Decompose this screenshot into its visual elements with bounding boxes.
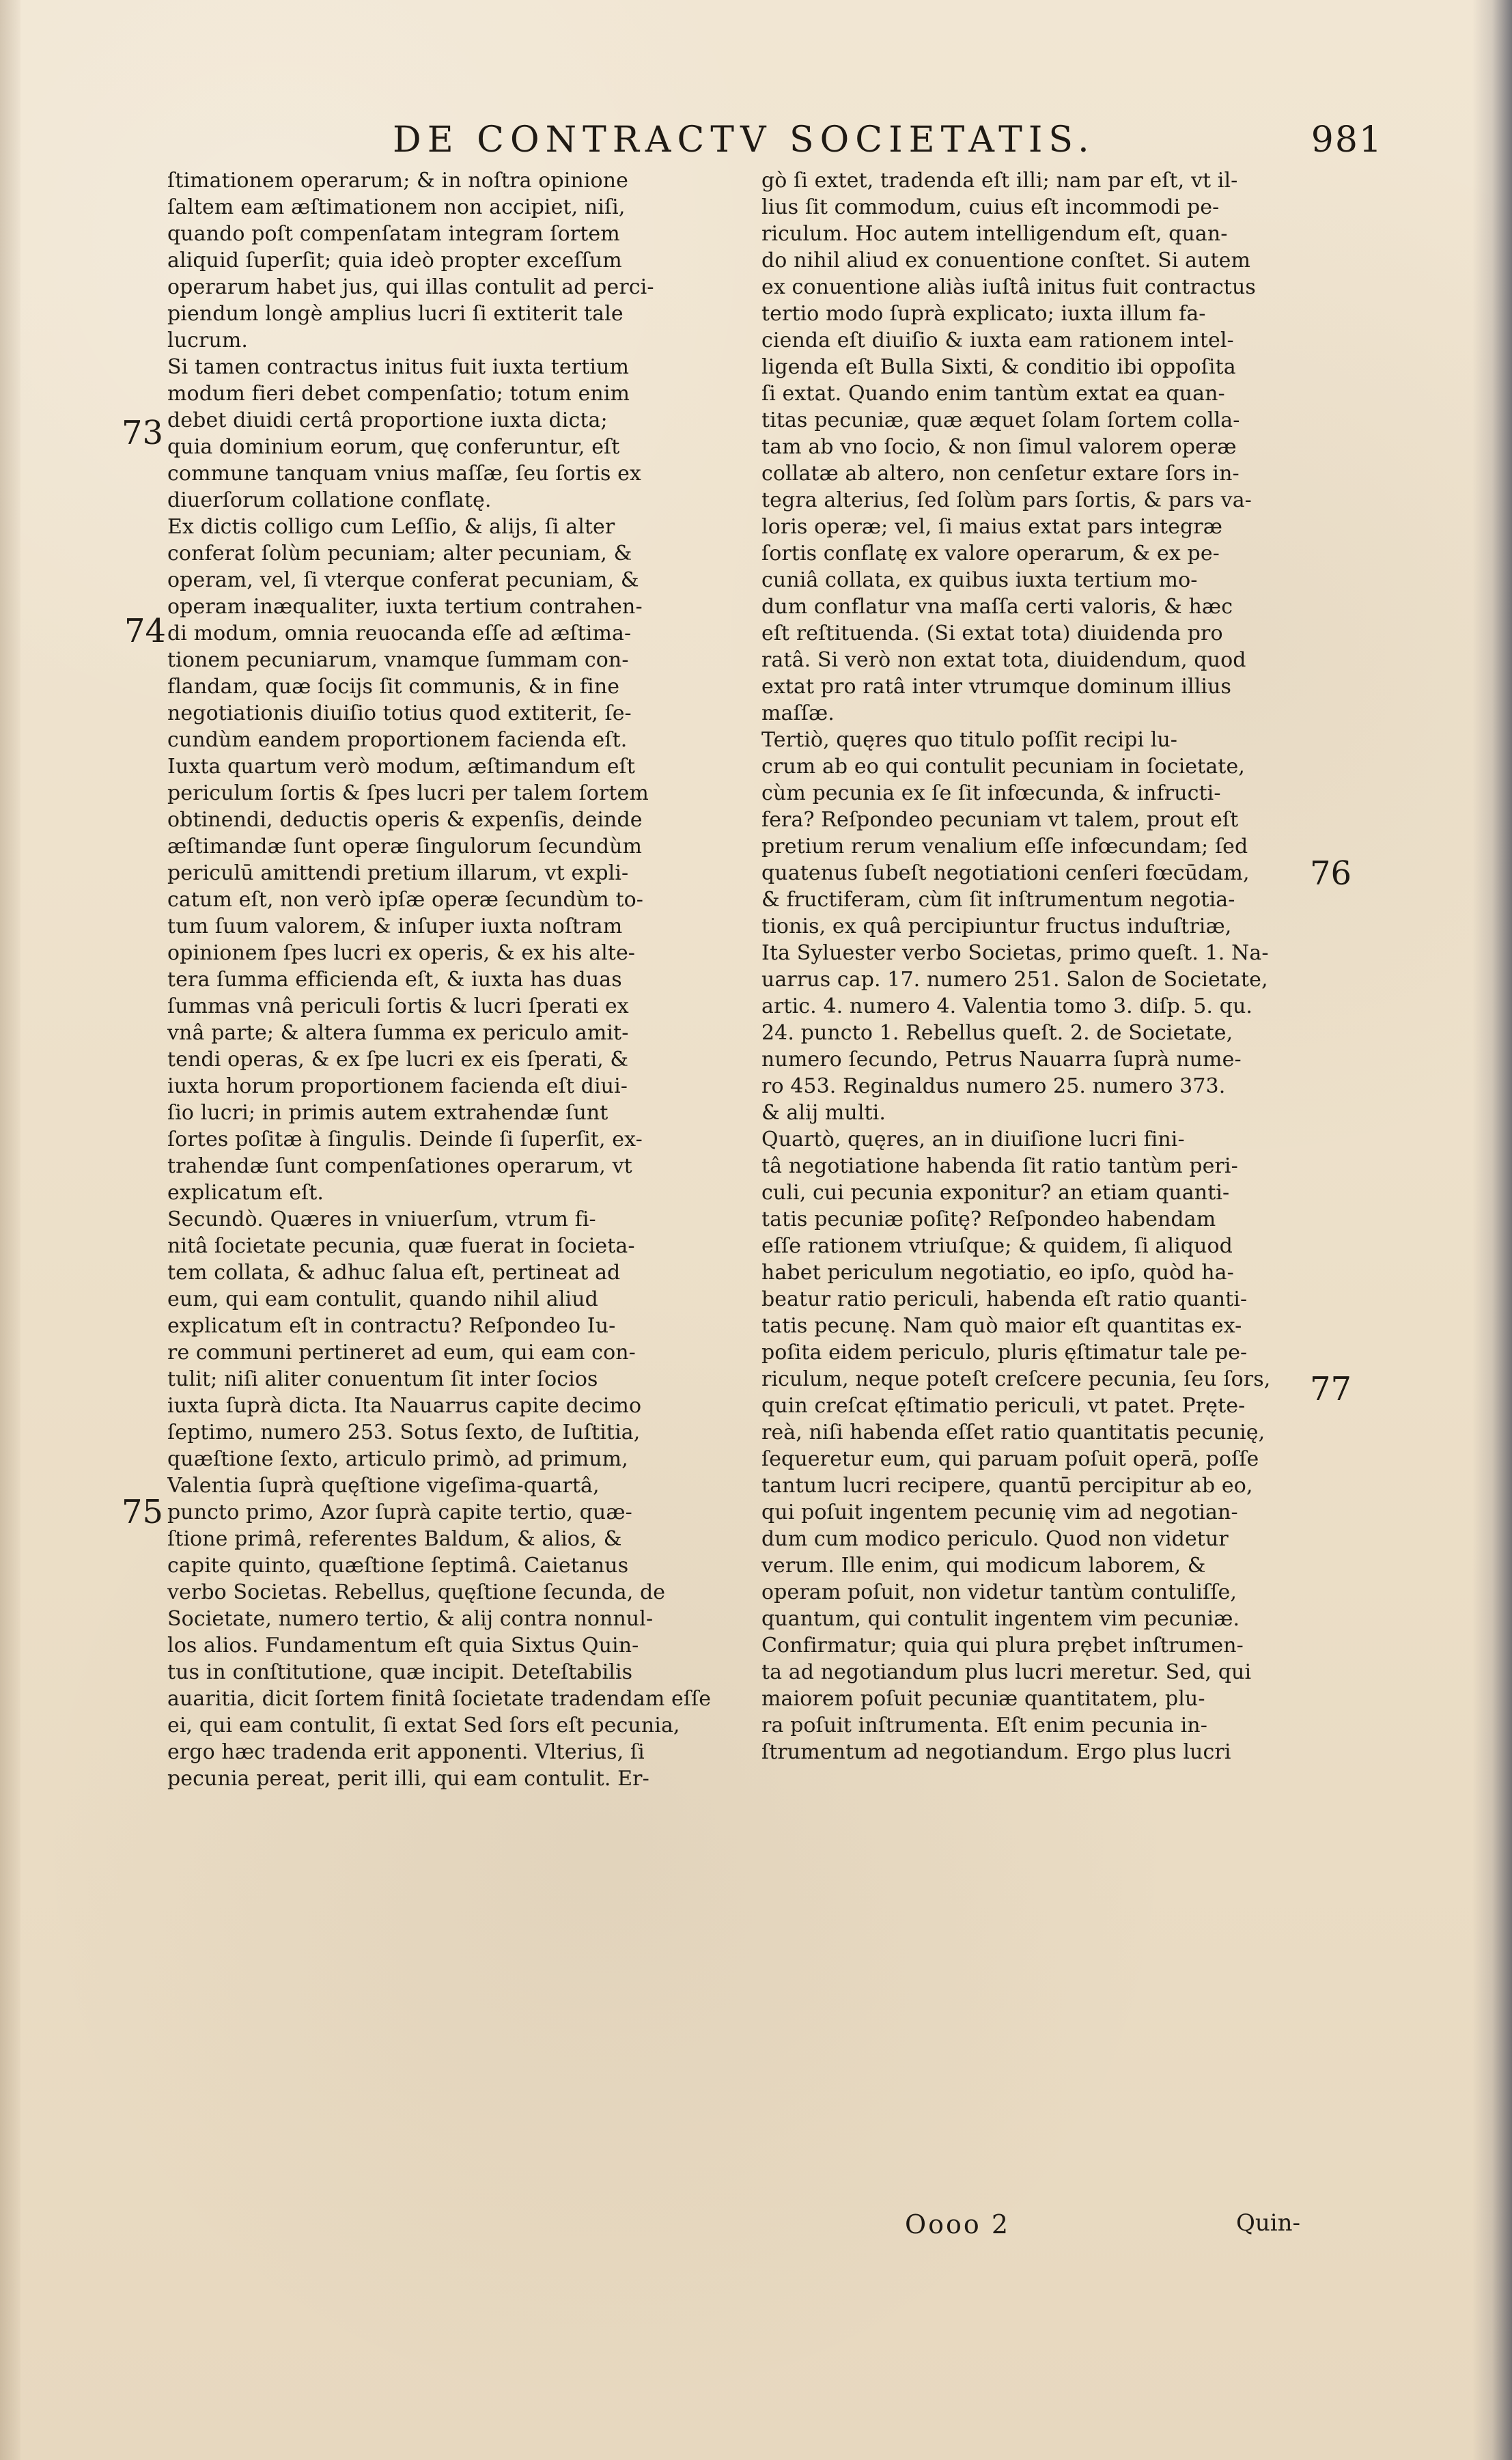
left-line-42: tem collata, & adhuc ſalua eſt, pertineat ad bbox=[167, 1261, 621, 1285]
right-line-47: quin creſcat ęſtimatio periculi, vt patet. Pręte- bbox=[761, 1394, 1246, 1418]
left-line-50: Valentia ſuprà quęſtione vigeſima-quartâ, bbox=[167, 1474, 600, 1498]
left-line-14: Ex dictis colligo cum Leſſio, & alijs, ſi alter bbox=[167, 515, 615, 539]
right-line-17: dum conflatur vna maſſa certi valoris, & hæc bbox=[761, 595, 1233, 619]
catchword: Quin- bbox=[1236, 2209, 1301, 2237]
right-line-20: extat pro ratâ inter vtrumque dominum illius bbox=[761, 675, 1232, 699]
right-line-21: maſſæ. bbox=[761, 701, 835, 725]
right-line-26: pretium rerum venalium eſſe infœcundam; ſed bbox=[761, 835, 1248, 858]
right-line-25: fera? Reſpondeo pecuniam vt talem, prout eſt bbox=[761, 808, 1239, 832]
left-line-44: explicatum eſt in contractu? Reſpondeo Iu- bbox=[167, 1314, 616, 1338]
left-line-35: iuxta horum proportionem facienda eſt diui- bbox=[167, 1074, 628, 1098]
right-line-40: tatis pecuniæ poſitę? Reſpondeo habendam bbox=[761, 1207, 1216, 1231]
right-line-14: loris operæ; vel, ſi maius extat pars integræ bbox=[761, 515, 1223, 539]
right-line-6: tertio modo ſuprà explicato; iuxta illum fa- bbox=[761, 302, 1206, 326]
left-line-1: ſtimationem operarum; & in noſtra opinione bbox=[167, 169, 628, 193]
right-line-27: quatenus ſubeſt negotiationi cenſeri fœcūdam, bbox=[761, 861, 1250, 885]
left-line-39: explicatum eſt. bbox=[167, 1181, 324, 1205]
right-line-44: tatis pecunę. Nam quò maior eſt quantitas ex- bbox=[761, 1314, 1242, 1338]
right-line-1: gò ſi extet, tradenda eſt illi; nam par eſt, vt il- bbox=[761, 169, 1238, 193]
left-line-58: auaritia, dicit ſortem finitâ ſocietate tradendam eſſe bbox=[167, 1687, 712, 1711]
left-line-11: quia dominium eorum, quę conferuntur, eſt bbox=[167, 435, 620, 459]
left-line-26: æſtimandæ ſunt operæ ſingulorum ſecundùm bbox=[167, 835, 643, 858]
right-line-48: reà, niſi habenda eſſet ratio quantitatis pecunię, bbox=[761, 1421, 1265, 1444]
left-line-33: vnâ parte; & altera ſumma ex periculo amit- bbox=[167, 1021, 629, 1045]
left-line-27: periculū amittendi pretium illarum, vt expli- bbox=[167, 861, 629, 885]
right-line-58: maiorem poſuit pecuniæ quantitatem, plu- bbox=[761, 1687, 1205, 1711]
margin-number-73: 73 bbox=[122, 414, 164, 452]
right-line-23: crum ab eo qui contulit pecuniam in ſocietate, bbox=[761, 755, 1245, 779]
left-line-30: opinionem ſpes lucri ex operis, & ex his alte- bbox=[167, 941, 636, 965]
left-line-4: aliquid ſuperſit; quia ideò propter exceſſum bbox=[167, 249, 622, 272]
left-line-15: conferat ſolùm pecuniam; alter pecuniam, & bbox=[167, 542, 632, 565]
right-line-53: verum. Ille enim, qui modicum laborem, & bbox=[761, 1554, 1206, 1578]
left-line-16: operam, vel, ſi vterque conferat pecuniam, & bbox=[167, 568, 639, 592]
left-line-34: tendi operas, & ex ſpe lucri ex eis ſperati, & bbox=[167, 1048, 629, 1072]
right-line-15: ſortis conflatę ex valore operarum, & ex pe- bbox=[761, 542, 1220, 565]
right-line-52: dum cum modico periculo. Quod non videtur bbox=[761, 1527, 1229, 1551]
left-line-45: re communi pertineret ad eum, qui eam con- bbox=[167, 1341, 636, 1365]
left-line-13: diuerſorum collatione conflatę. bbox=[167, 488, 492, 512]
left-line-49: quæſtione ſexto, articulo primò, ad primum, bbox=[167, 1447, 628, 1471]
left-line-7: lucrum. bbox=[167, 329, 249, 352]
right-line-46: riculum, neque poteſt creſcere pecunia, ſeu ſors, bbox=[761, 1367, 1271, 1391]
left-line-61: pecunia pereat, perit illi, qui eam contulit. Er- bbox=[167, 1767, 649, 1791]
page-number: 981 bbox=[1311, 120, 1383, 160]
right-line-4: do nihil aliud ex conuentione conſtet. Si autem bbox=[761, 249, 1251, 272]
right-line-37: Quartò, quęres, an in diuiſione lucri fini- bbox=[761, 1128, 1185, 1151]
left-line-55: Societate, numero tertio, & alij contra nonnul- bbox=[167, 1607, 654, 1631]
left-line-17: operam inæqualiter, iuxta tertium contrahen- bbox=[167, 595, 643, 619]
right-line-54: operam poſuit, non videtur tantùm contuliſſe, bbox=[761, 1580, 1237, 1604]
left-line-47: iuxta ſuprà dicta. Ita Nauarrus capite decimo bbox=[167, 1394, 642, 1418]
left-line-9: modum fieri debet compenſatio; totum enim bbox=[167, 382, 630, 406]
left-line-57: tus in conſtitutione, quæ incipit. Deteſtabilis bbox=[167, 1660, 633, 1684]
left-line-25: obtinendi, deductis operis & expenſis, deinde bbox=[167, 808, 643, 832]
page-header bbox=[393, 116, 1383, 164]
right-line-42: habet periculum negotiatio, eo ipſo, quòd ha- bbox=[761, 1261, 1234, 1285]
left-line-19: tionem pecuniarum, vnamque ſummam con- bbox=[167, 648, 629, 672]
margin-number-75: 75 bbox=[122, 1493, 164, 1531]
right-line-33: 24. puncto 1. Rebellus queſt. 2. de Societate, bbox=[761, 1021, 1233, 1045]
right-line-13: tegra alterius, ſed ſolùm pars ſortis, & pars va- bbox=[761, 488, 1252, 512]
left-line-5: operarum habet jus, qui illas contulit ad perci- bbox=[167, 275, 654, 299]
right-line-16: cuniâ collata, ex quibus iuxta tertium mo- bbox=[761, 568, 1198, 592]
left-line-10: debet diuidi certâ proportione iuxta dicta; bbox=[167, 408, 608, 432]
right-line-45: poſita eidem periculo, pluris ęſtimatur tale pe- bbox=[761, 1341, 1248, 1365]
right-line-28: & fructiferam, cùm ſit inſtrumentum negotia- bbox=[761, 888, 1235, 912]
left-line-56: los alios. Fundamentum eſt quia Sixtus Quin- bbox=[167, 1634, 639, 1658]
left-line-29: tum ſuum valorem, & inſuper iuxta noſtram bbox=[167, 914, 623, 938]
left-line-24: periculum ſortis & ſpes lucri per talem ſortem bbox=[167, 781, 649, 805]
right-line-35: ro 453. Reginaldus numero 25. numero 373. bbox=[761, 1074, 1226, 1098]
left-line-53: capite quinto, quæſtione ſeptimâ. Caietanus bbox=[167, 1554, 629, 1578]
right-line-49: ſequeretur eum, qui paruam poſuit operā, poſſe bbox=[761, 1447, 1259, 1471]
left-line-28: catum eſt, non verò ipſæ operæ ſecundùm to- bbox=[167, 888, 644, 912]
right-line-30: Ita Syluester verbo Societas, primo queſt. 1. Na- bbox=[761, 941, 1269, 965]
right-line-34: numero ſecundo, Petrus Nauarra ſuprà nume- bbox=[761, 1048, 1242, 1072]
left-line-21: negotiationis diuiſio totius quod extiterit, ſe- bbox=[167, 701, 632, 725]
right-line-12: collatæ ab altero, non cenſetur extare ſors in- bbox=[761, 462, 1240, 486]
signature-mark: Oooo 2 bbox=[905, 2209, 1011, 2239]
left-line-6: piendum longè amplius lucri ſi extiterit tale bbox=[167, 302, 624, 326]
left-line-31: tera ſumma efficienda eſt, & iuxta has duas bbox=[167, 968, 622, 992]
right-line-39: culi, cui pecunia exponitur? an etiam quanti- bbox=[761, 1181, 1230, 1205]
right-line-8: ligenda eſt Bulla Sixti, & conditio ibi oppoſita bbox=[761, 355, 1236, 379]
left-line-43: eum, qui eam contulit, quando nihil aliud bbox=[167, 1287, 598, 1311]
right-line-59: ra poſuit inſtrumenta. Eſt enim pecunia in- bbox=[761, 1714, 1207, 1737]
running-title: DE CONTRACTV SOCIETATIS. bbox=[393, 120, 1095, 160]
right-line-38: tâ negotiatione habenda ſit ratio tantùm peri- bbox=[761, 1154, 1238, 1178]
left-line-37: ſortes poſitæ à ſingulis. Deinde ſi ſuperſit, ex- bbox=[167, 1128, 643, 1151]
left-line-52: ſtione primâ, referentes Baldum, & alios, & bbox=[167, 1527, 622, 1551]
left-line-23: Iuxta quartum verò modum, æſtimandum eſt bbox=[167, 755, 635, 779]
left-line-2: ſaltem eam æſtimationem non accipiet, niſi, bbox=[167, 195, 626, 219]
left-line-60: ergo hæc tradenda erit apponenti. Vlterius, ſi bbox=[167, 1740, 645, 1764]
right-line-11: tam ab vno ſocio, & non ſimul valorem operæ bbox=[761, 435, 1237, 459]
margin-number-77: 77 bbox=[1310, 1370, 1352, 1408]
right-column bbox=[761, 167, 1325, 2264]
right-line-7: cienda eſt diuiſio & iuxta eam rationem intel- bbox=[761, 329, 1234, 352]
left-line-48: ſeptimo, numero 253. Sotus ſexto, de Iuſtitia, bbox=[167, 1421, 641, 1444]
left-line-8: Si tamen contractus initus fuit iuxta tertium bbox=[167, 355, 630, 379]
left-line-40: Secundò. Quæres in vniuerſum, vtrum fi- bbox=[167, 1207, 596, 1231]
right-line-55: quantum, qui contulit ingentem vim pecuniæ. bbox=[761, 1607, 1240, 1631]
right-line-22: Tertiò, quęres quo titulo poſſit recipi lu- bbox=[761, 728, 1178, 752]
page-right-edge bbox=[1472, 0, 1512, 2460]
left-line-38: trahendæ ſunt compenſationes operarum, vt bbox=[167, 1154, 632, 1178]
left-line-46: tulit; niſi aliter conuentum ſit inter ſocios bbox=[167, 1367, 598, 1391]
right-line-50: tantum lucri recipere, quantū percipitur ab eo, bbox=[761, 1474, 1253, 1498]
right-line-19: ratâ. Si verò non extat tota, diuidendum, quod bbox=[761, 648, 1246, 672]
right-line-56: Confirmatur; quia qui plura prębet inſtrumen- bbox=[761, 1634, 1244, 1658]
left-line-36: ſio lucri; in primis autem extrahendæ ſunt bbox=[167, 1101, 608, 1125]
left-line-59: ei, qui eam contulit, ſi extat Sed ſors eſt pecunia, bbox=[167, 1714, 680, 1737]
left-line-51: puncto primo, Azor ſuprà capite tertio, quæ- bbox=[167, 1500, 632, 1524]
right-line-5: ex conuentione aliàs iuſtâ initus fuit contractus bbox=[761, 275, 1256, 299]
left-line-18: di modum, omnia reuocanda eſſe ad æſtima- bbox=[167, 621, 632, 645]
right-line-60: ſtrumentum ad negotiandum. Ergo plus lucri bbox=[761, 1740, 1231, 1764]
margin-number-74: 74 bbox=[124, 612, 167, 650]
left-line-20: flandam, quæ ſocijs ſit communis, & in fine bbox=[167, 675, 620, 699]
right-line-3: riculum. Hoc autem intelligendum eſt, quan- bbox=[761, 222, 1228, 246]
right-line-36: & alij multi. bbox=[761, 1101, 886, 1125]
right-line-29: tionis, ex quâ percipiuntur fructus induſtriæ, bbox=[761, 914, 1232, 938]
right-line-24: cùm pecunia ex ſe ſit infœcunda, & infructi- bbox=[761, 781, 1221, 805]
right-line-2: lius ſit commodum, cuius eſt incommodi pe- bbox=[761, 195, 1220, 219]
left-line-12: commune tanquam vnius maſſæ, ſeu ſortis ex bbox=[167, 462, 641, 486]
left-line-22: cundùm eandem proportionem facienda eſt. bbox=[167, 728, 628, 752]
left-line-41: nitâ ſocietate pecunia, quæ fuerat in ſocieta- bbox=[167, 1234, 635, 1258]
left-line-3: quando poſt compenſatam integram ſortem bbox=[167, 222, 620, 246]
right-line-9: ſi extat. Quando enim tantùm extat ea quan- bbox=[761, 382, 1225, 406]
right-line-32: artic. 4. numero 4. Valentia tomo 3. diſp. 5. qu. bbox=[761, 994, 1253, 1018]
right-line-41: eſſe rationem vtriuſque; & quidem, ſi aliquod bbox=[761, 1234, 1233, 1258]
right-line-10: titas pecuniæ, quæ æquet ſolam ſortem colla- bbox=[761, 408, 1240, 432]
left-line-32: ſummas vnâ periculi ſortis & lucri ſperati ex bbox=[167, 994, 629, 1018]
right-line-31: uarrus cap. 17. numero 251. Salon de Societate, bbox=[761, 968, 1268, 992]
right-line-57: ta ad negotiandum plus lucri meretur. Sed, qui bbox=[761, 1660, 1252, 1684]
margin-number-76: 76 bbox=[1310, 854, 1352, 893]
right-line-43: beatur ratio periculi, habenda eſt ratio quanti- bbox=[761, 1287, 1248, 1311]
page-left-edge bbox=[0, 0, 20, 2460]
right-line-51: qui poſuit ingentem pecunię vim ad negotian- bbox=[761, 1500, 1238, 1524]
right-line-18: eſt reſtituenda. (Si extat tota) diuidenda pro bbox=[761, 621, 1223, 645]
left-line-54: verbo Societas. Rebellus, quęſtione ſecunda, de bbox=[167, 1580, 666, 1604]
left-column bbox=[167, 167, 731, 2264]
